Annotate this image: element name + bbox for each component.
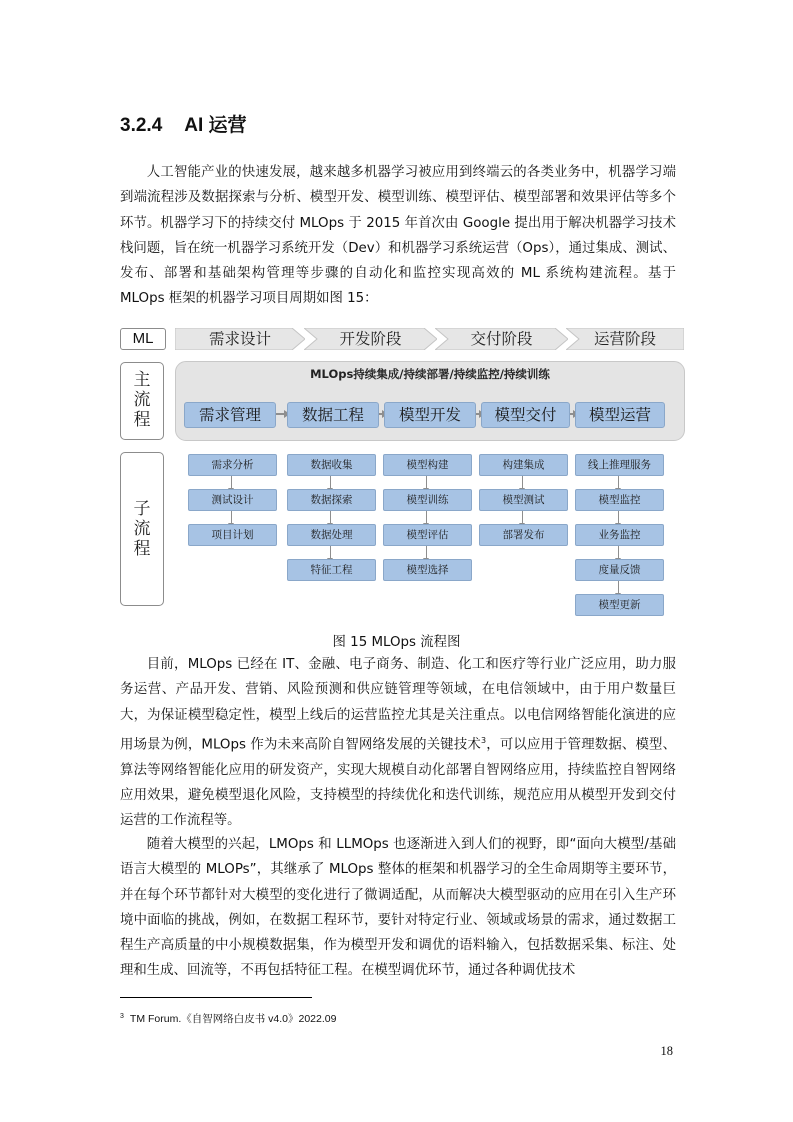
sub-step: 数据探索 (287, 489, 376, 511)
sub-step: 模型训练 (383, 489, 472, 511)
sub-step: 特征工程 (287, 559, 376, 581)
sub-step: 模型测试 (479, 489, 568, 511)
arrow-down (330, 546, 331, 559)
phase-label: 需求设计 (208, 330, 271, 348)
arrow-down (618, 581, 619, 594)
main-process-panel (175, 361, 685, 441)
label-char: 程 (133, 410, 151, 430)
arrow-right (276, 413, 285, 415)
phase-label: 交付阶段 (470, 330, 533, 348)
footnote-divider (120, 997, 312, 998)
arrow-down (330, 476, 331, 489)
paragraph-text: 目前，MLOps 已经在 IT、金融、电子商务、制造、化工和医疗等行业广泛应用，助力服务运营、产品开发、营销、风险预测和供应链管理等领域，在电信领域中，由于用户数量巨大，为保证模型稳定性，模型上线后的运营监控尤其是关注重点。以电信网络智能化演进的应用场景为例，MLOps 作为未来高阶自智网络发展的关键技术 (120, 657, 676, 753)
mlops-flow-diagram (120, 326, 684, 616)
arrow-right (379, 413, 383, 415)
arrow-down (426, 546, 427, 559)
paragraph-text: ，可以应用于管理数据、模型、算法等网络智能化应用的研发资产，实现大规模自动化部署自智网络应用，持续监控自智网络应用效果，避免模型退化风险，支持模型的持续优化和迭代训练，规范应用从模型开发到交付运营的工作流程等。 (120, 737, 677, 829)
sub-step: 构建集成 (479, 454, 568, 476)
sub-step: 线上推理服务 (575, 454, 664, 476)
arrow-right (570, 413, 574, 415)
sub-step: 数据处理 (287, 524, 376, 546)
page-number: 18 (660, 1044, 673, 1058)
paragraph-intro: 人工智能产业的快速发展，越来越多机器学习被应用到终端云的各类业务中，机器学习端到端流程涉及数据探索与分析、模型开发、模型训练、模型评估、模型部署和效果评估等多个环节。机器学习下的持续交付 MLOps 于 2015 年首次由 Google 提出用于解决机器学习技术栈问题，旨在统一机器学习系统开发（Dev）和机器学习系统运营（Ops），通过集成、测试、发布、部署和基础架构管理等步骤的自动化和监控实现高效的 ML 系统构建流程。基于 MLOps 框架的机器学习项目周期如图 15： (120, 165, 676, 307)
arrow-down (618, 546, 619, 559)
sub-process-label (120, 452, 164, 606)
label-char: 程 (133, 539, 151, 559)
phase-development (304, 328, 437, 350)
sub-step: 模型评估 (383, 524, 472, 546)
arrow-down (522, 476, 523, 489)
arrow-down (231, 476, 232, 489)
section-number: 3.2.4 (120, 115, 163, 136)
arrow-down (330, 511, 331, 524)
phase-operation (566, 328, 684, 350)
sub-step: 需求分析 (188, 454, 277, 476)
label-char: 流 (133, 390, 151, 410)
footnote-mark: 3 (120, 1012, 124, 1020)
ml-label-box: ML (120, 328, 166, 350)
arrow-down (618, 476, 619, 489)
arrow-down (231, 511, 232, 524)
sub-step: 模型构建 (383, 454, 472, 476)
sub-step: 模型更新 (575, 594, 664, 616)
phase-label: 运营阶段 (593, 330, 656, 348)
footnote-ref[interactable]: 3 (481, 735, 487, 745)
arrow-down (426, 511, 427, 524)
phase-requirement-design (175, 328, 305, 350)
section-heading (120, 110, 247, 137)
sub-step: 模型选择 (383, 559, 472, 581)
phase-label: 开发阶段 (339, 330, 402, 348)
main-step-model-development: 模型开发 (384, 402, 476, 428)
sub-step: 数据收集 (287, 454, 376, 476)
footnote-text: TM Forum.《自智网络白皮书 v4.0》2022.09 (129, 1013, 337, 1025)
sub-step: 部署发布 (479, 524, 568, 546)
main-step-requirements: 需求管理 (184, 402, 276, 428)
phase-delivery (435, 328, 568, 350)
label-char: 流 (133, 519, 151, 539)
figure-caption: 图 15 MLOps 流程图 (332, 635, 461, 650)
section-title: AI 运营 (184, 115, 247, 136)
label-char: 主 (133, 370, 151, 390)
arrow-down (618, 511, 619, 524)
arrow-down (426, 476, 427, 489)
sub-step: 业务监控 (575, 524, 664, 546)
main-process-title: MLOps持续集成/持续部署/持续监控/持续训练 (310, 367, 550, 381)
arrow-down (522, 511, 523, 524)
footnote (120, 1011, 336, 1026)
paragraph-current-applications (120, 652, 676, 834)
sub-step: 测试设计 (188, 489, 277, 511)
label-char: 子 (133, 499, 151, 519)
paragraph-llmops: 随着大模型的兴起，LMOps 和 LLMOps 也逐渐进入到人们的视野，即“面向大模型/基础语言大模型的 MLOPs”，其继承了 MLOps 整体的框架和机器学习的全生命周期等主要环节，并在每个环节都针对大模型的变化进行了微调适配，从而解决大模型驱动的应用在引入生产环境中面临的挑战，例如，在数据工程环节，要针对特定行业、领域或场景的需求，通过数据工程生产高质量的中小规模数据集，作为模型开发和调优的语料输入，包括数据采集、标注、处理和生成、回流等，不再包括特征工程。在模型调优环节，通过各种调优技术 (120, 837, 676, 979)
sub-step: 模型监控 (575, 489, 664, 511)
main-step-model-operation: 模型运营 (575, 402, 665, 428)
main-step-model-delivery: 模型交付 (481, 402, 570, 428)
main-process-label (120, 362, 164, 440)
sub-step: 度量反馈 (575, 559, 664, 581)
arrow-right (476, 413, 480, 415)
main-step-data-engineering: 数据工程 (287, 402, 379, 428)
sub-step: 项目计划 (188, 524, 277, 546)
